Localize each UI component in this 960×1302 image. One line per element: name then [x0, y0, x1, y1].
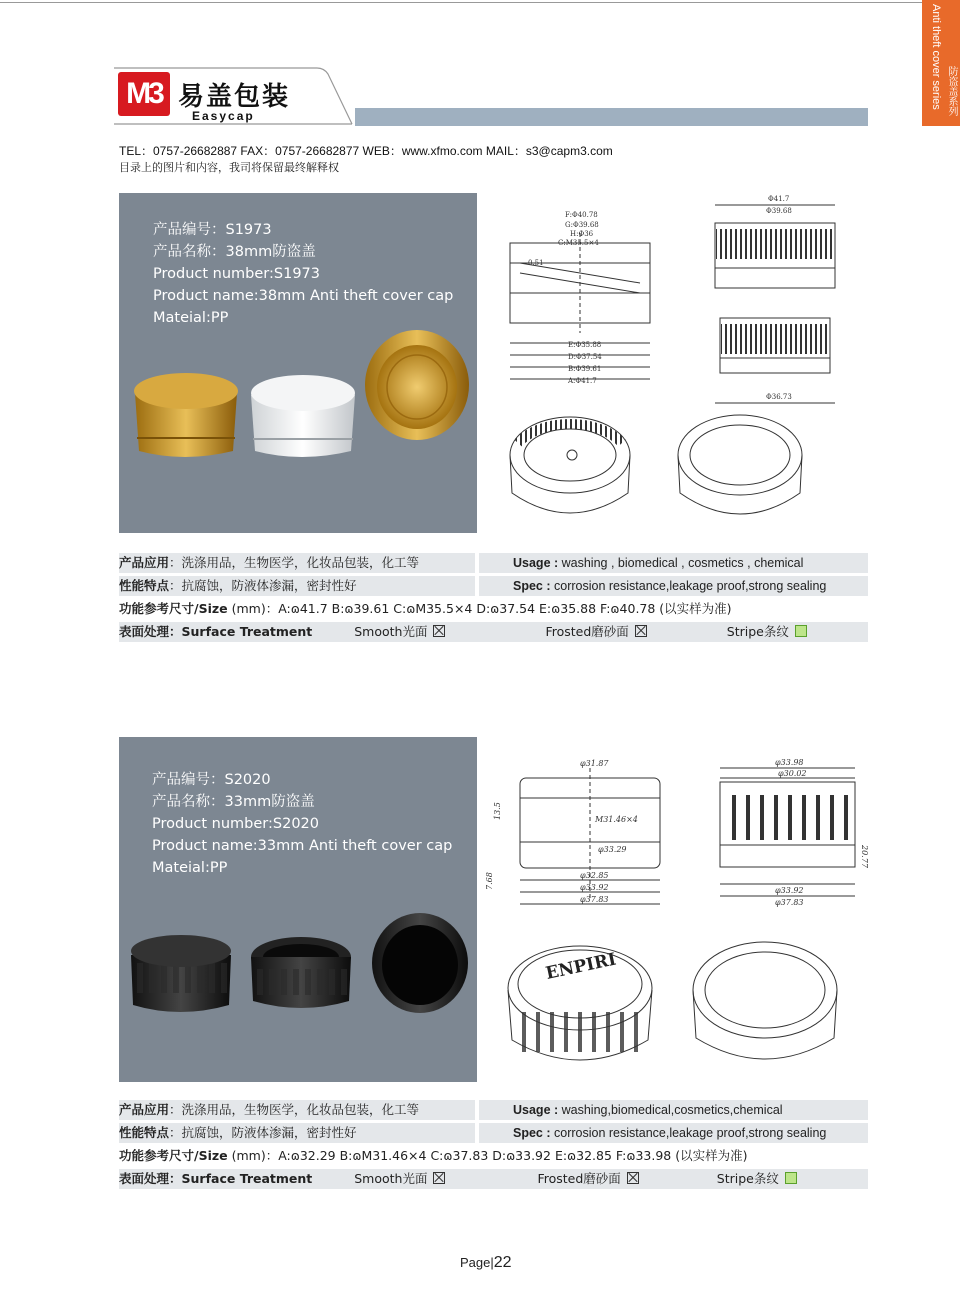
dim-label-h: H:Φ36	[570, 230, 594, 238]
product-2-line-4: Product name:33mm Anti theft cover cap	[152, 838, 453, 854]
gold-cap-side	[134, 373, 238, 457]
dim-label-a: A:Φ41.7	[568, 377, 597, 385]
product-2-photo	[125, 915, 470, 1035]
dim-label-r2: Φ39.68	[766, 207, 792, 215]
dim2-label-6: φ37.83	[580, 895, 609, 904]
black-cap-inside	[251, 937, 351, 1008]
gold-cap-inside	[365, 330, 469, 440]
white-cap-side	[251, 375, 355, 457]
dim-label-f: F:Φ40.78	[565, 211, 598, 219]
product-1-line-3: Product number:S1973	[153, 266, 320, 282]
product-2-line-2: 产品名称：33mm防盗盖	[152, 794, 315, 810]
dim-label-r3: Φ36.73	[766, 393, 792, 401]
product-1-feature-cn: 性能特点：抗腐蚀，防液体渗漏，密封性好	[119, 576, 475, 596]
product-1-surface: 表面处理：Surface Treatment Smooth光面 Frosted磨砂面 Stripe条纹	[119, 622, 868, 642]
dim-label-g: G:Φ39.68	[565, 221, 599, 229]
frosted-checkbox-2	[627, 1172, 639, 1184]
dim-label-r1: Φ41.7	[768, 195, 790, 203]
product-1-usage-cn: 产品应用：洗涤用品，生物医学，化妆品包装，化工等	[119, 553, 475, 573]
stripe-option-2: Stripe条纹	[716, 1171, 779, 1186]
logo-name-en: Easycap	[192, 109, 255, 123]
logo-mark: M3	[118, 72, 170, 116]
product-1-line-2: 产品名称：38mm防盗盖	[153, 244, 316, 260]
smooth-option-2: Smooth光面	[354, 1171, 428, 1186]
stripe-checkbox	[795, 625, 807, 637]
dim-label-e: E:Φ35.88	[568, 341, 602, 349]
product-2-usage-en: Usage : washing,biomedical,cosmetics,chemical	[479, 1100, 868, 1120]
dim-label-051: 0.51	[528, 259, 544, 267]
product-panel-2	[119, 737, 477, 1082]
product-1-usage-en: Usage : washing , biomedical , cosmetics , chemical	[479, 553, 868, 573]
dim2-label-12: φ33.92	[775, 886, 804, 895]
product-1-line-5: Mateial:PP	[153, 310, 229, 326]
logo-name-cn: 易盖包装	[178, 82, 291, 112]
dim-label-c: C:M35.5×4	[558, 239, 599, 247]
stripe-checkbox-2	[785, 1172, 797, 1184]
product-2-spec-en: Spec : corrosion resistance,leakage proof,strong sealing	[479, 1123, 868, 1143]
dim2-label-10: φ30.02	[778, 769, 807, 778]
product-2-line-3: Product number:S2020	[152, 816, 319, 832]
frosted-option: Frosted磨砂面	[545, 624, 629, 639]
dim-label-b: B:Φ39.61	[568, 365, 602, 373]
product-2-size: 功能参考尺寸/Size (mm)：A:ɷ32.29 B:ɷM31.46×4 C:ɷ37.83 D:ɷ33.92 E:ɷ32.85 F:ɷ33.98 (以实样为准)	[119, 1146, 868, 1166]
side-tab-cn: 防盗盖系列	[946, 66, 957, 116]
product-1-size: 功能参考尺寸/Size (mm)：A:ɷ41.7 B:ɷ39.61 C:ɷM35.5×4 D:ɷ37.54 E:ɷ35.88 F:ɷ40.78 (以实样为准)	[119, 599, 868, 619]
frosted-checkbox	[635, 625, 647, 637]
dim2-label-5: φ33.92	[580, 883, 609, 892]
black-cap-side	[131, 935, 231, 1012]
header-bar	[355, 108, 868, 126]
dim2-label-4: φ32.85	[580, 871, 609, 880]
product-1-photo	[129, 333, 474, 528]
dim2-label-2: M31.46×4	[595, 815, 638, 824]
dim2-label-3: φ33.29	[598, 845, 627, 854]
product-2-usage-cn: 产品应用：洗涤用品，生物医学，化妆品包装，化工等	[119, 1100, 475, 1120]
side-tab-en: Anti theft cover series	[930, 4, 942, 110]
product-1-drawing	[480, 193, 868, 533]
dim2-label-1: φ31.87	[580, 759, 609, 768]
cap-logo-text: ENPIRI	[544, 949, 618, 984]
dim2-label-9: φ33.98	[775, 758, 804, 767]
stripe-option: Stripe条纹	[726, 624, 789, 639]
notice: 目录上的图片和内容，我司将保留最终解释权	[119, 161, 339, 174]
product-1-line-4: Product name:38mm Anti theft cover cap	[153, 288, 454, 304]
dim-label-d: D:Φ37.54	[568, 353, 602, 361]
product-2-line-1: 产品编号：S2020	[152, 772, 271, 788]
black-cap-top	[372, 913, 468, 1013]
product-2-feature-cn: 性能特点：抗腐蚀，防液体渗漏，密封性好	[119, 1123, 475, 1143]
top-frame-line	[0, 2, 922, 3]
product-panel-1	[119, 193, 477, 533]
contact-info: TEL：0757-26682887 FAX：0757-26682877 WEB：www.xfmo.com MAIL：s3@capm3.com	[119, 144, 613, 158]
dim2-label-7: 13.5	[493, 802, 502, 820]
smooth-checkbox	[433, 625, 445, 637]
product-1-spec-en: Spec : corrosion resistance,leakage proof,strong sealing	[479, 576, 868, 596]
side-tab	[922, 0, 960, 126]
product-2-surface: 表面处理：Surface Treatment Smooth光面 Frosted磨砂面 Stripe条纹	[119, 1169, 868, 1189]
product-2-line-5: Mateial:PP	[152, 860, 228, 876]
frosted-option-2: Frosted磨砂面	[537, 1171, 621, 1186]
page-number-value: 22	[493, 1254, 512, 1271]
product-2-drawing	[480, 750, 868, 1085]
product-1-line-1: 产品编号：S1973	[153, 222, 272, 238]
page-label: Page|	[460, 1255, 494, 1270]
smooth-checkbox-2	[433, 1172, 445, 1184]
dim2-label-11: 20.77	[860, 845, 869, 868]
smooth-option: Smooth光面	[354, 624, 428, 639]
dim2-label-13: φ37.83	[775, 898, 804, 907]
dim2-label-8: 7.68	[485, 872, 494, 890]
page-number	[460, 1254, 512, 1272]
